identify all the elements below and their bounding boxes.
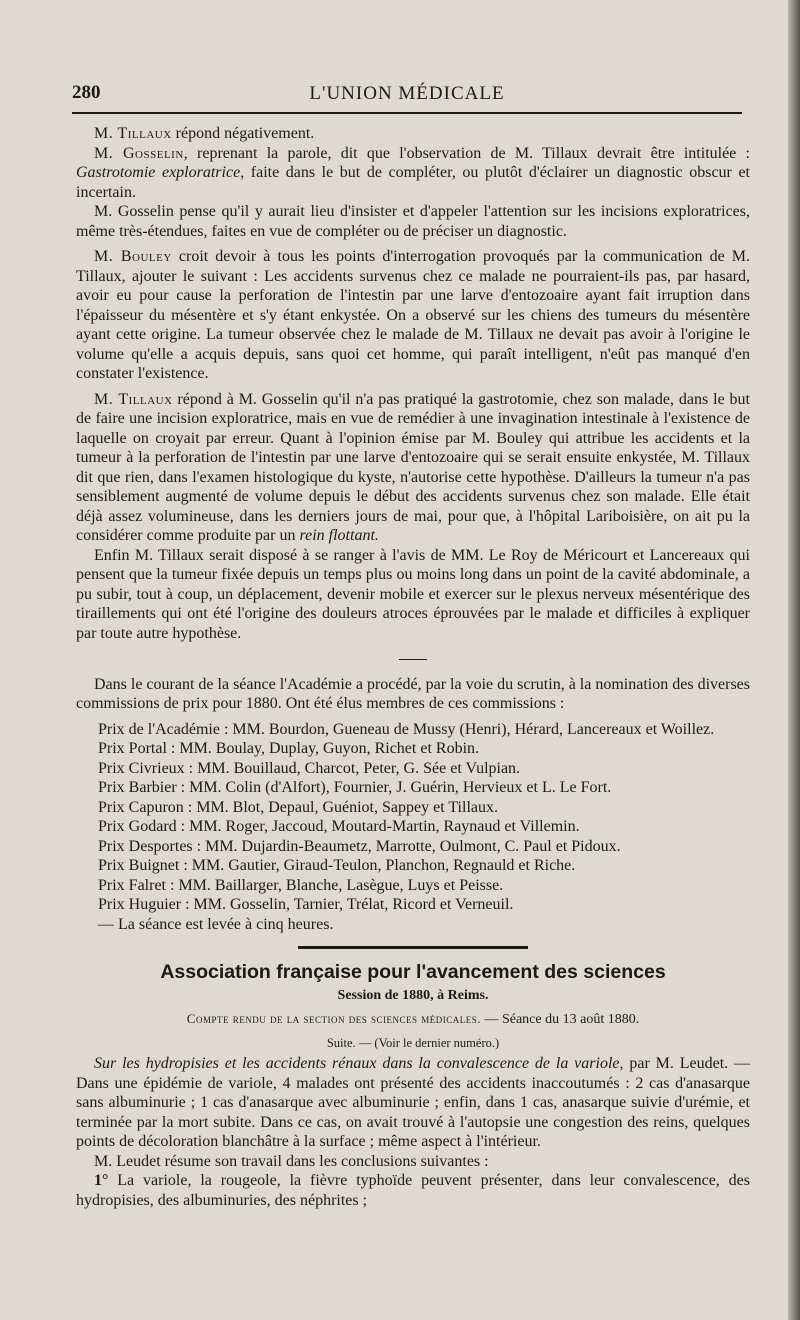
paragraph-bouley — [76, 247, 750, 384]
paragraph-text: croit devoir à tous les points d'interrogation provoqués par la communication de M. Tillaux, ajouter le suivant : Les accidents survenus chez ce malade ne pourraient-ils pas, par hasard, avoir eu pour cause la perforation de l'intestin par une larve d'entozoaire ayant fait irruption dans l'épaisseur du mésentère et s'y étant enkystée. On a observé sur les chiens des tumeurs du mésentère ayant cette origine. La tumeur observée chez le malade de M. Tillaux ne devait pas avoir à l'origine le volume qu'elle a acquis depuis, sans quoi cet homme, qui paraît intelligent, n'eût pas manqué d'en constater l'existence. — [76, 248, 751, 382]
section-rule — [298, 946, 528, 949]
conclusion-item — [76, 1171, 750, 1210]
prize-item: Prix de l'Académie : MM. Bourdon, Gueneau de Mussy (Henri), Hérard, Lancereaux et Woillez. — [98, 720, 715, 738]
prize-item: Prix Huguier : MM. Gosselin, Tarnier, Trélat, Ricord et Verneuil. — [98, 896, 514, 913]
conclusion-text: La variole, la rougeole, la fièvre typhoïde peuvent présenter, dans leur convalescence, des hydropisies, des albuminuries, des néphrites ; — [76, 1172, 750, 1209]
page-number: 280 — [72, 82, 101, 103]
paragraph-tillaux-response — [76, 390, 750, 546]
journal-title: L'UNION MÉDICALE — [309, 83, 505, 104]
page-header — [72, 82, 742, 110]
speaker-name: M. Tillaux — [94, 390, 173, 408]
article-body — [76, 124, 750, 1210]
speaker-name: M. Bouley — [94, 248, 172, 265]
speaker-name: M. Gosselin — [94, 144, 184, 162]
conclusion-number: 1° — [94, 1172, 109, 1189]
talk-title: Sur les hydropisies et les accidents rénaux dans la convalescence de la variole, — [94, 1055, 624, 1072]
paragraph-tillaux-reply — [76, 124, 750, 144]
paragraph-tillaux-conclusion: Enfin M. Tillaux serait disposé à se ranger à l'avis de MM. Le Roy de Méricourt et Lancereaux qui pensent que la tumeur fixée depuis un temps plus ou moins long dans un point de la cavité abdominale, a pu subir, tout à coup, un déplacement, devenir mobile et exercer sur le plexus nerveux mésentérique des tiraillements qui ont été l'origine des douleurs atroces éprouvées par le malade et difficiles à expliquer par toute autre hypothèse. — [76, 546, 750, 642]
paragraph-leudet — [76, 1054, 750, 1152]
section-title: Association française pour l'avancement des sciences — [160, 961, 666, 983]
prize-item: Prix Falret : MM. Baillarger, Blanche, Lasègue, Luys et Peisse. — [98, 876, 504, 894]
paragraph-text: répond négativement. — [171, 125, 315, 142]
page-edge-shadow — [788, 0, 800, 1320]
prize-item: Prix Desportes : MM. Dujardin-Beaumetz, Marrotte, Oulmont, C. Paul et Pidoux. — [98, 837, 621, 855]
paragraph-text: , reprenant la parole, dit que l'observation de M. Tillaux devrait être intitulée : — [183, 144, 750, 162]
header-rule — [72, 112, 742, 114]
prize-item: Prix Barbier : MM. Colin (d'Alfort), Fournier, J. Guérin, Hervieux et L. Le Fort. — [98, 779, 612, 796]
paragraph-text: , faite dans le but de compléter, ou plutôt d'éclairer un diagnostic obscur et incertain. — [76, 164, 751, 201]
continuation-note: Suite. — (Voir le dernier numéro.) — [326, 1036, 500, 1050]
speaker-name: M. Tillaux — [94, 125, 172, 142]
report-date: — Séance du 13 août 1880. — [480, 1012, 640, 1027]
report-title: Compte rendu de la section des sciences médicales. — [186, 1011, 481, 1026]
section-divider — [76, 649, 750, 669]
paragraph-gosselin — [76, 144, 750, 203]
prize-item: Prix Godard : MM. Roger, Jaccoud, Moutard-Martin, Raynaud et Villemin. — [98, 818, 580, 835]
closing-line: — La séance est levée à cinq heures. — [98, 915, 334, 933]
prize-item: Prix Buignet : MM. Gautier, Giraud-Teulon, Planchon, Regnauld et Riche. — [98, 857, 576, 874]
paragraph-conclusions: M. Leudet résume son travail dans les conclusions suivantes : — [94, 1152, 489, 1170]
italic-term: rein flottant. — [299, 527, 379, 544]
paragraph-text: par M. Leudet. — Dans une épidémie de variole, 4 malades ont présenté des accidents inaccoutumés : 2 cas d'anasarque sans albuminurie ; 1 cas d'anasarque avec albuminurie ; enfin, dans 1 cas, anasarque suivie d'urémie, et terminée par la mort subite. Dans ce cas, on avait trouvé à l'autopsie une congestion des reins, quelques points de décoloration blanchâtre à la surface ; même aspect à l'intérieur. — [76, 1055, 751, 1150]
paragraph-commissions: Dans le courant de la séance l'Académie a procédé, par la voie du scrutin, à la nomination des diverses commissions de prix pour 1880. Ont été élus membres de ces commissions : — [76, 675, 750, 712]
prize-item: Prix Civrieux : MM. Bouillaud, Charcot, Peter, G. Sée et Vulpian. — [98, 759, 521, 777]
italic-term: Gastrotomie exploratrice — [76, 164, 241, 181]
session-line: Session de 1880, à Reims. — [337, 988, 489, 1003]
paragraph-gosselin-incisions: M. Gosselin pense qu'il y aurait lieu d'insister et d'appeler l'attention sur les incisions exploratrices, même très-étendues, faites en vue de compléter ou de préciser un diagnostic. — [76, 203, 750, 240]
prize-item: Prix Portal : MM. Boulay, Duplay, Guyon, Richet et Robin. — [98, 740, 480, 757]
prize-item: Prix Capuron : MM. Blot, Depaul, Guéniot, Sappey et Tillaux. — [98, 798, 498, 816]
paragraph-text: répond à M. Gosselin qu'il n'a pas pratiqué la gastrotomie, chez son malade, dans le but de faire une incision exploratrice, mais en vue de remédier à une invagination intestinale à l'existence de laquelle on croyait par erreur. Quant à l'opinion émise par M. Bouley qui attribue les accidents et la tumeur à la perforation de l'intestin par une larve d'entozoaire qui se serait ensuite enkystée, M. Tillaux dit que rien, dans l'examen histologique du kyste, n'autorise cette hypothèse. D'ailleurs la tumeur n'a pas sensiblement augmenté de volume depuis le début des accidents survenus chez son malade. Elle était déjà assez volumineuse, dans les derniers jours de mai, pour que, à l'hôpital Lariboisière, on ait pu la considérer comme produite par un — [76, 390, 750, 544]
report-heading — [76, 1007, 750, 1032]
